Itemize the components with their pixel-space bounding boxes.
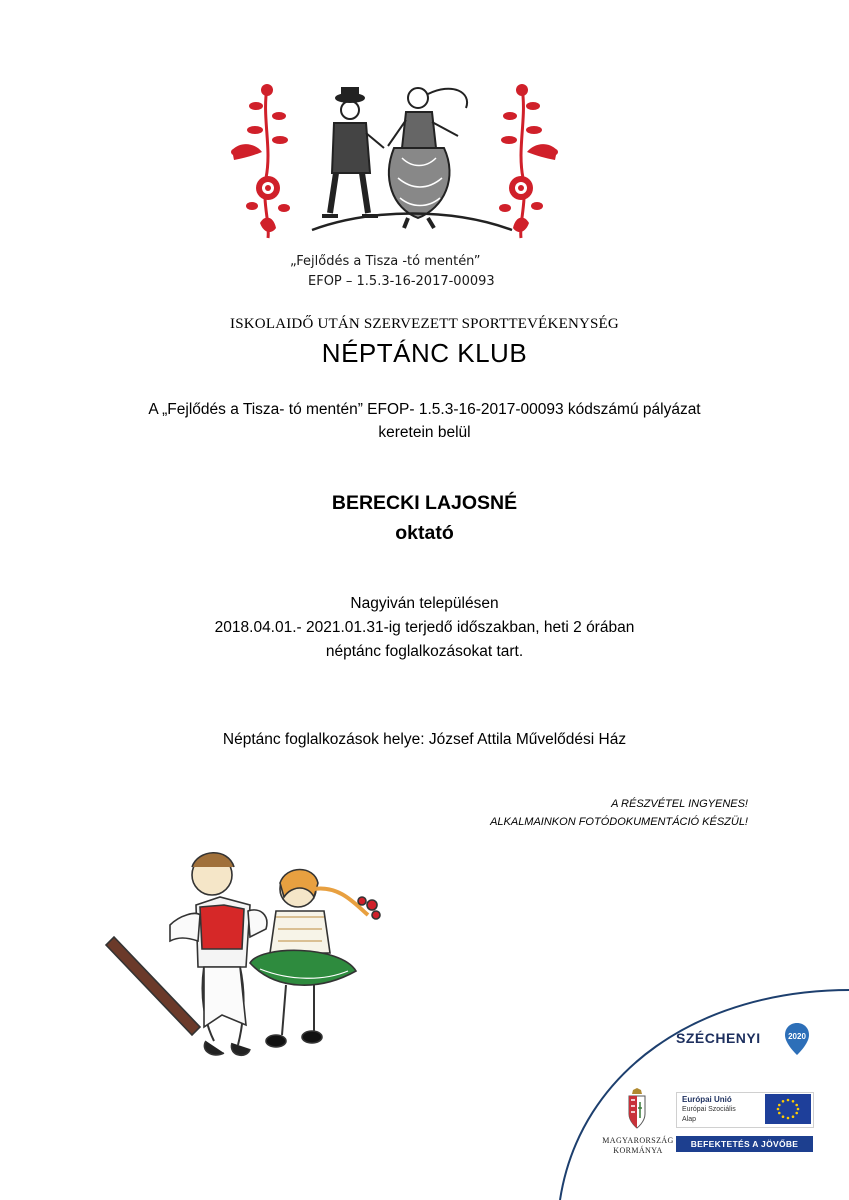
schedule-period: 2018.04.01.- 2021.01.31-ig terjedő időszakban, heti 2 órában: [214, 619, 635, 636]
page-subheading: ISKOLAIDŐ UTÁN SZERVEZETT SPORTTEVÉKENYSÉG: [230, 316, 619, 332]
right-floral-ornament: [499, 84, 558, 238]
venue-line: Néptánc foglalkozások helye: József Attila Művelődési Ház: [222, 731, 627, 748]
eu-flag-icon: [765, 1094, 811, 1124]
left-floral-ornament: [231, 84, 290, 238]
girl-dancer: [250, 870, 380, 1048]
decorative-arc: [540, 960, 849, 1200]
eu-fund-label: Európai Szociális: [682, 1106, 736, 1113]
government-label: MAGYARORSZÁG: [602, 1136, 674, 1145]
szechenyi-year: 2020: [788, 1032, 806, 1041]
szechenyi-logo-text: SZÉCHENYI: [676, 1030, 761, 1046]
folk-dancers-illustration: [222, 78, 567, 248]
government-label: KORMÁNYA: [613, 1146, 663, 1155]
eu-label: Európai Unió: [682, 1095, 732, 1104]
folk-dancing-children-illustration: [100, 845, 400, 1115]
project-code: EFOP – 1.5.3-16-2017-00093: [308, 274, 495, 289]
project-description-line: A „Fejlődés a Tisza- tó mentén” EFOP- 1.5.3-16-2017-00093 kódszámú pályázat: [148, 401, 701, 418]
boy-dancer: [106, 853, 267, 1056]
photo-documentation-notice: ALKALMAINKON FOTÓDOKUMENTÁCIÓ KÉSZÜL!: [490, 816, 748, 828]
page-title: NÉPTÁNC KLUB: [321, 338, 528, 368]
investment-banner-text: BEFEKTETÉS A JÖVŐBE: [690, 1139, 799, 1149]
project-motto: „Fejlődés a Tisza -tó mentén”: [290, 254, 481, 269]
coat-of-arms-icon: [626, 1088, 648, 1130]
project-description-line: keretein belül: [378, 424, 471, 441]
free-participation-notice: A RÉSZVÉTEL INGYENES!: [611, 798, 748, 810]
instructor-role: oktató: [395, 522, 454, 544]
schedule-place: Nagyiván településen: [350, 595, 499, 612]
schedule-activity: néptánc foglalkozásokat tart.: [325, 643, 524, 660]
dancing-couple: [312, 88, 512, 230]
eu-fund-label: Alap: [682, 1116, 697, 1123]
instructor-name: BERECKI LAJOSNÉ: [331, 492, 518, 514]
